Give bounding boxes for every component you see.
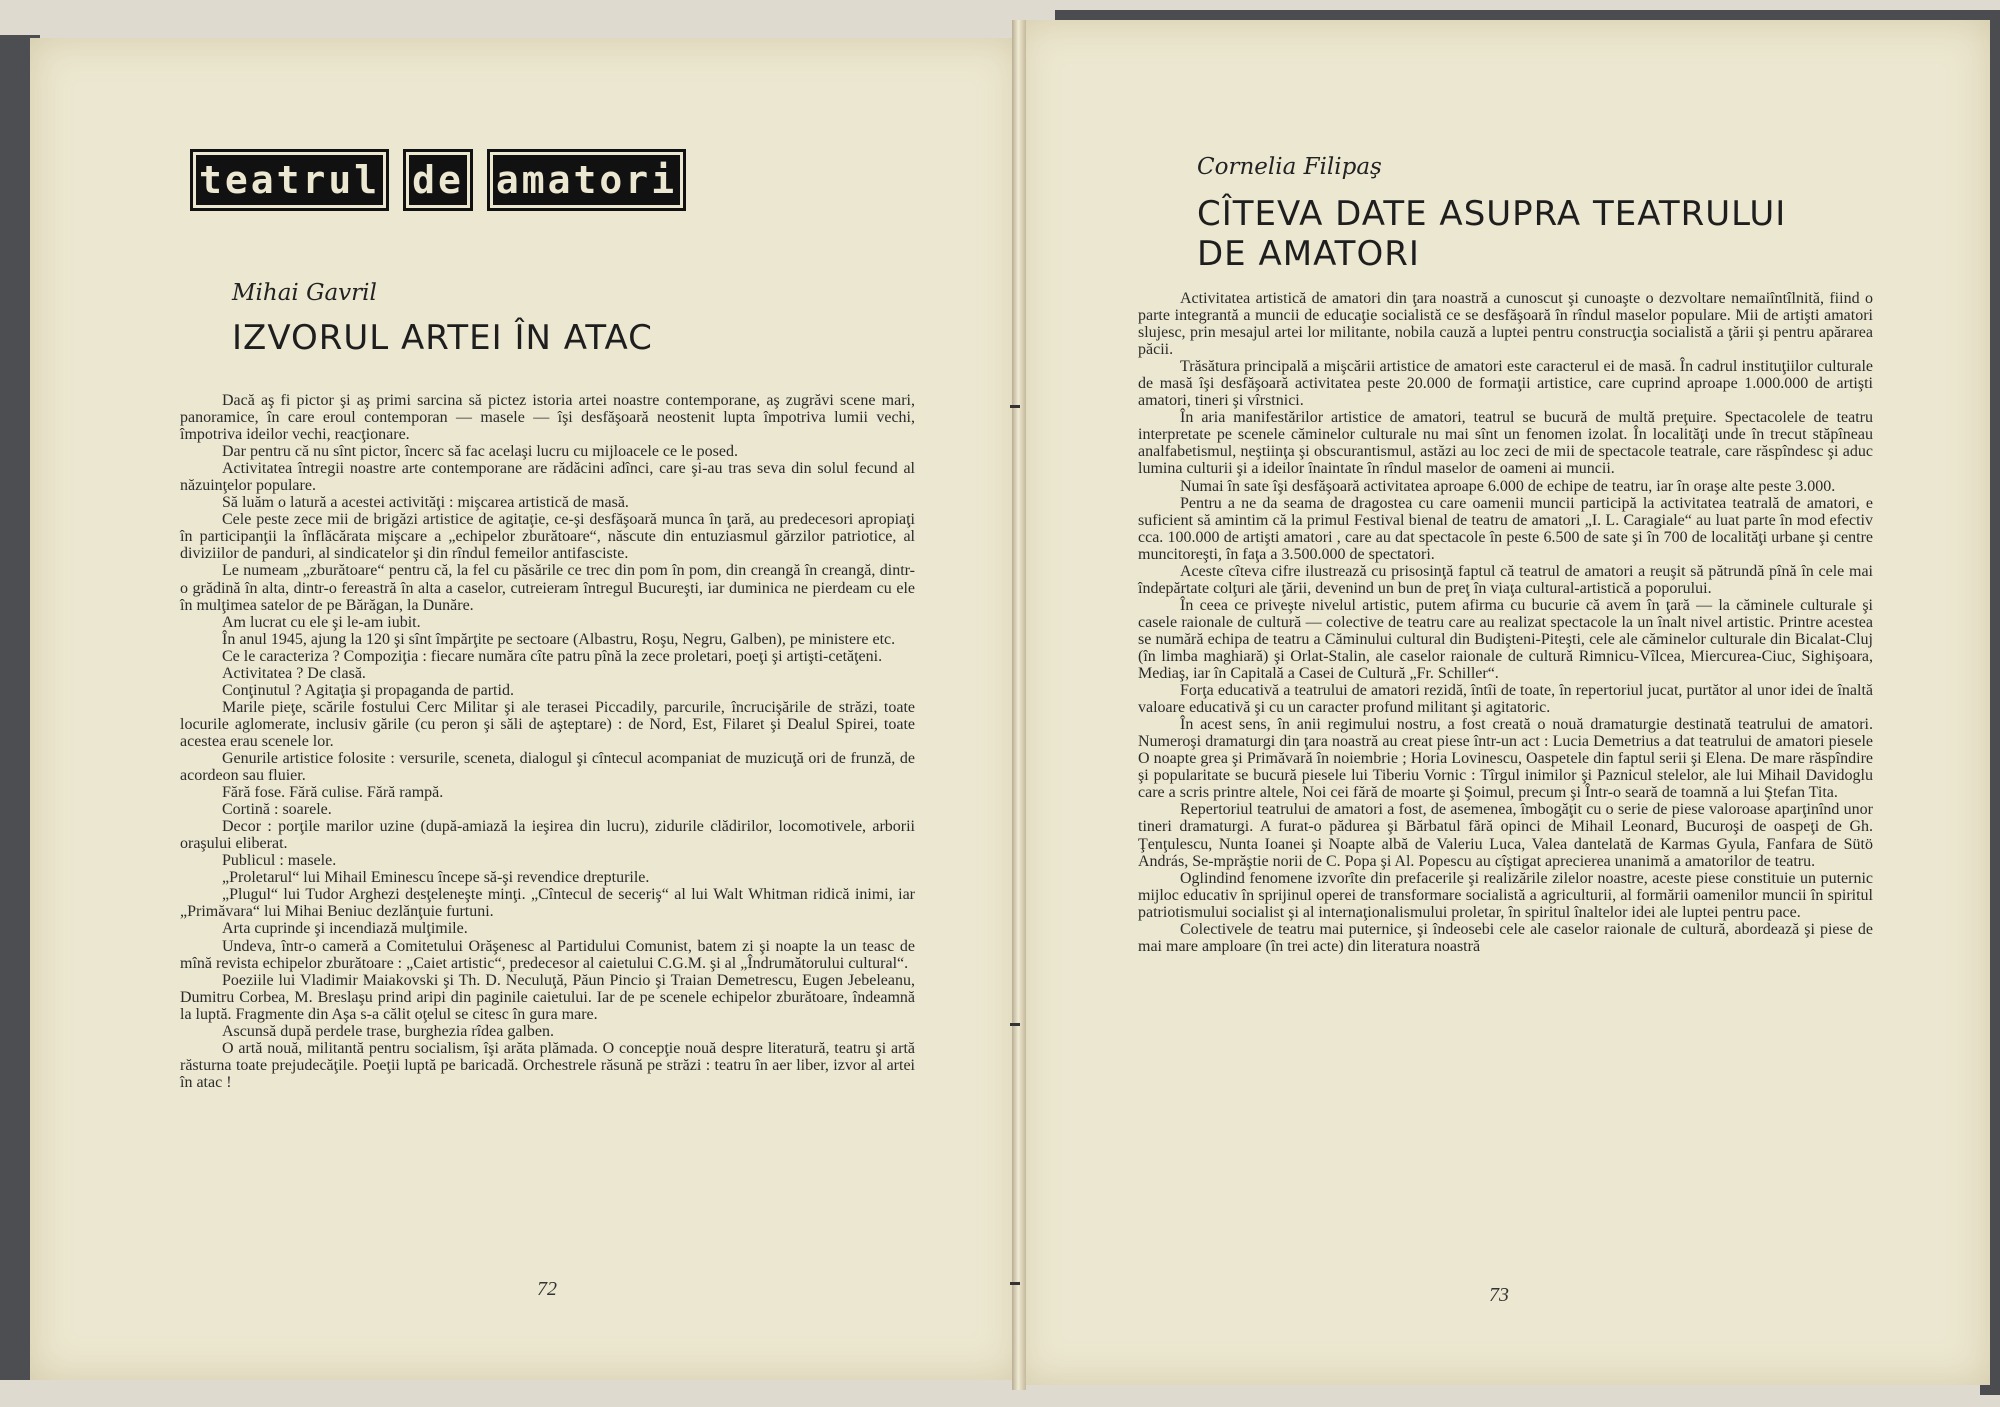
- left-article-author: Mihai Gavril: [232, 280, 377, 306]
- paragraph: O artă nouă, militantă pentru socialism, îşi arăta plămada. O concepţie nouă despre literatură, teatru şi artă răsturna toate prejudecăţile. Poeţii luptă pe baricadă. Orchestrele răsună pe străzi : teatru în aer liber, izvor al artei în atac !: [180, 1039, 915, 1091]
- paragraph: Trăsătura principală a mişcării artistice de amatori este caracterul ei de masă. În cadrul instituţiilor culturale de masă îşi desfăşoară activitatea peste 20.000 de formaţii artistice, care cuprind aproape 1.000.000 de artişti amatori, tineri şi vîrstnici.: [1138, 358, 1873, 410]
- paragraph: Cortină : soarele.: [222, 801, 332, 819]
- paragraph: Poeziile lui Vladimir Maiakovski şi Th. D. Neculuţă, Păun Pincio şi Traian Demetrescu, Eugen Jebeleanu, Dumitru Corbea, M. Breslaşu prind aripi din paginile caietului. Iar de pe scenele echipelor zburătoare, îndeamnă la luptă. Fragmente din Aşa s-a călit oţelul se citesc în gura mare.: [180, 971, 915, 1023]
- paragraph: În anul 1945, ajung la 120 şi sînt împărţite pe sectoare (Albastru, Roşu, Negru, Galben), pe ministere etc.: [222, 630, 896, 648]
- left-page-number: 72: [537, 1278, 557, 1300]
- paragraph: Undeva, într-o cameră a Comitetului Orăşenesc al Partidului Comunist, batem zi şi noapte la un teasc de mînă revista echipelor zburătoare : „Caiet artistic“, predecesor al caietului C.G.M. şi al „Îndrumătorului cultural“.: [180, 937, 915, 972]
- paragraph: Publicul : masele.: [222, 852, 337, 870]
- paragraph: Aceste cîteva cifre ilustrează cu prisosinţă faptul că teatrul de amatori a reuşit să pătrundă pînă în cele mai îndepărtate colţuri ale ţării, devenind un bun de preţ în viaţa cultural-artistică a poporului.: [1138, 562, 1873, 597]
- paragraph: Genurile artistice folosite : versurile, sceneta, dialogul şi cîntecul acompaniat de muzicuţă ori de frunză, de acordeon sau fluier.: [180, 749, 915, 785]
- paragraph: Decor : porţile marilor uzine (după-amiază la ieşirea din lucru), zidurile clădirilor, locomotivele, arborii oraşului eliberat.: [180, 818, 915, 853]
- paragraph: Le numeam „zburătoare“ pentru că, la fel cu păsările ce trec din pom în pom, din creangă în creangă, dintr-o grădină în alta, dintr-o fereastră în alta a caselor, cutreieram întregul Bucureşti, iar duminica ne pierdeam cu ele în mulţimea satelor de pe Bărăgan, la Dunăre.: [180, 562, 915, 614]
- paragraph: Să luăm o latură a acestei activităţi : mişcarea artistică de masă.: [222, 494, 629, 512]
- paragraph: Activitatea întregii noastre arte contemporane are rădăcini adînci, care şi-au tras seva din solul fecund al năzuinţelor populare.: [180, 460, 915, 495]
- paragraph: Numai în sate îşi desfăşoară activitatea aproape 6.000 de echipe de teatru, iar în oraşe alte peste 3.000.: [1180, 477, 1836, 495]
- right-article-body: [1138, 290, 1873, 955]
- paragraph: Activitatea artistică de amatori din ţara noastră a cunoscut şi cunoaşte o dezvoltare nemaiîntîlnită, fiind o parte integrantă a muncii de educaţie socialistă ce se desfăşoară în rîndul maselor populare. Mii de artişti amatori slujesc, prin mesajul artei lor militante, nobila cauză a luptei pentru construcţia socialistă a ţării şi pentru apărarea păcii.: [1138, 290, 1873, 359]
- left-article-body: [180, 392, 915, 1091]
- paragraph: Colectivele de teatru mai puternice, şi îndeosebi cele ale caselor raionale de cultură, abordează şi piese de mai mare amploare (în trei acte) din literatura noastră: [1138, 920, 1873, 955]
- banner-word: amatori: [487, 149, 686, 211]
- paragraph: Pentru a ne da seama de dragostea cu care oamenii muncii participă la activitatea teatrală de amatori, e suficient să amintim că la primul Festival bienal de teatru de amatori „I. L. Caragiale“ au luat parte în mod efectiv cca. 100.000 de artişti amatori , care au dat spectacole în peste 6.500 de sate şi în 700 de localităţi urbane şi centre muncitoreşti, în faţa a 3.500.000 de spectatori.: [1138, 494, 1873, 563]
- section-banner: [190, 150, 825, 210]
- paragraph: Am lucrat cu ele şi le-am iubit.: [222, 613, 421, 631]
- paragraph: În ceea ce priveşte nivelul artistic, putem afirma cu bucurie că avem în ţară — la căminele culturale şi casele raionale de cultură — colective de teatru care au realizat spectacole la un înalt nivel artistic. Printre acestea se numără echipa de teatru a Căminului cultural din Budişteni-Piteşti, cele ale căminelor culturale din Bicalat-Cluj (în limba maghiară) şi Orlat-Stalin, ale caselor raionale de cultură Rimnicu-Vîlcea, Miercurea-Ciuc, Sighişoara, Mediaş, iar în Capitală a Casei de Cultură „Fr. Schiller“.: [1138, 596, 1873, 683]
- paragraph: Ce le caracteriza ? Compoziţia : fiecare număra cîte patru pînă la zece proletari, poeţi şi artişti-cetăţeni.: [222, 647, 883, 665]
- paragraph: „Plugul“ lui Tudor Arghezi desţeleneşte minţi. „Cîntecul de seceriş“ al lui Walt Whitman ridică inimi, iar „Primăvara“ lui Mihai Beniuc dezlănţuie furtuni.: [180, 886, 915, 921]
- paragraph: Cele peste zece mii de brigăzi artistice de agitaţie, ce-şi desfăşoară munca în ţară, au predecesori apropiaţi în participanţii la înflăcărata mişcare a „echipelor zburătoare“, născute din entuziasmul gărzilor patriotice, al diviziilor de panduri, al sindicatelor şi din rîndul femeilor antifasciste.: [180, 511, 915, 563]
- paragraph: Dacă aş fi pictor şi aş primi sarcina să pictez istoria artei noastre contemporane, aş zugrăvi scene mari, panoramice, în care eroul contemporan — masele — îşi desfăşoară neostenit lupta împotriva lumii vechi, împotriva ideilor vechi, reacţionare.: [180, 392, 915, 444]
- paragraph: Repertoriul teatrului de amatori a fost, de asemenea, îmbogăţit cu o serie de piese valoroase aparţinînd unor tineri dramaturgi. A furat-o pădurea şi Bărbatul fără opinci de Mihail Leonard, Bucuroşi de oaspeţi de Gh. Ţenţulescu, Nunta Ioanei şi Noapte albă de Valeriu Luca, Valea dantelată de Karmas Gyula, Fanfara de Sütö András, Se-mprăştie norii de C. Popa şi Al. Popescu au cîştigat aprecierea unanimă a amatorilor de teatru.: [1138, 801, 1873, 870]
- right-page-number: 73: [1489, 1284, 1509, 1306]
- paragraph: Activitatea ? De clasă.: [222, 664, 366, 682]
- paragraph: Arta cuprinde şi incendiază mulţimile.: [222, 920, 468, 938]
- paragraph: Fără fose. Fără culise. Fără rampă.: [222, 784, 444, 802]
- paragraph: Ascunsă după perdele trase, burghezia rîdea galben.: [222, 1022, 555, 1040]
- left-article-title: IZVORUL ARTEI ÎN ATAC: [232, 318, 653, 358]
- paragraph: Conţinutul ? Agitaţia şi propaganda de partid.: [222, 681, 514, 699]
- title-line: CÎTEVA DATE ASUPRA TEATRULUI: [1197, 194, 1787, 234]
- paragraph: Oglindind fenomene izvorîte din prefacerile şi realizările zilelor noastre, aceste piese constituie un puternic mijloc educativ în sprijinul operei de transformare socialistă a agriculturii, al formării oamenilor muncii în spiritul patriotismului socialist şi al internaţionalismului proletar, în spiritul înaltelor idei ale luptei pentru pace.: [1138, 869, 1873, 921]
- paragraph: Dar pentru că nu sînt pictor, încerc să fac acelaşi lucru cu mijloacele ce le posed.: [222, 443, 739, 461]
- binding-stitch-icon: [1010, 1282, 1020, 1285]
- right-article-author: Cornelia Filipaş: [1197, 154, 1382, 180]
- paragraph: Forţa educativă a teatrului de amatori rezidă, întîi de toate, în repertoriul jucat, purtător al unor idei de înaltă valoare educativă şi cu un caracter profund militant şi agitatoric.: [1138, 682, 1873, 717]
- banner-word: de: [403, 149, 473, 211]
- paragraph: Marile pieţe, scările fostului Cerc Militar şi ale terasei Piccadily, parcurile, încrucişările de străzi, toate locurile aglomerate, inclusiv gările (cu peron şi săli de aşteptare) : de Nord, Est, Filaret şi Dealul Spirei, toate acestea erau scenele lor.: [180, 698, 915, 750]
- banner-word: teatrul: [190, 149, 389, 211]
- book-gutter: [1012, 20, 1026, 1390]
- binding-stitch-icon: [1010, 1023, 1020, 1026]
- paragraph: În acest sens, în anii regimului nostru, a fost creată o nouă dramaturgie destinată teatrului de amatori. Numeroşi dramaturgi din ţara noastră au creat piese într-un act : Lucia Demetrius a dat teatrului de amatori piesele O noapte grea şi Primăvară în noiembrie ; Horia Lovinescu, Oaspetele din faptul serii şi Elena. De mare răspîndire şi popularitate se bucură piesele lui Tiberiu Vornic : Tîrgul inimilor şi Paznicul stelelor, ale lui Mihail Davidoglu care a scris printre altele, Noi cei fără de moarte şi Şoimul, precum şi Într-o seară de toamnă a lui Ştefan Tita.: [1138, 716, 1873, 802]
- paragraph: „Proletarul“ lui Mihail Eminescu începe să-şi revendice drepturile.: [222, 869, 650, 887]
- title-line: DE AMATORI: [1197, 234, 1420, 274]
- right-article-title: [1197, 194, 1786, 274]
- paragraph: În aria manifestărilor artistice de amatori, teatrul se bucură de multă preţuire. Spectacolele de teatru interpretate pe scenele căminelor culturale nu mai sînt un fenomen izolat. În localităţi unde în trecut stăpîneau analfabetismul, neştiinţa şi obscurantismul, astăzi au loc zeci de mii de spectacole teatrale, care răspîndesc şi aduc lumina culturii şi a ideilor înaintate în rîndul maselor de oameni ai muncii.: [1138, 409, 1873, 478]
- binding-stitch-icon: [1010, 405, 1020, 408]
